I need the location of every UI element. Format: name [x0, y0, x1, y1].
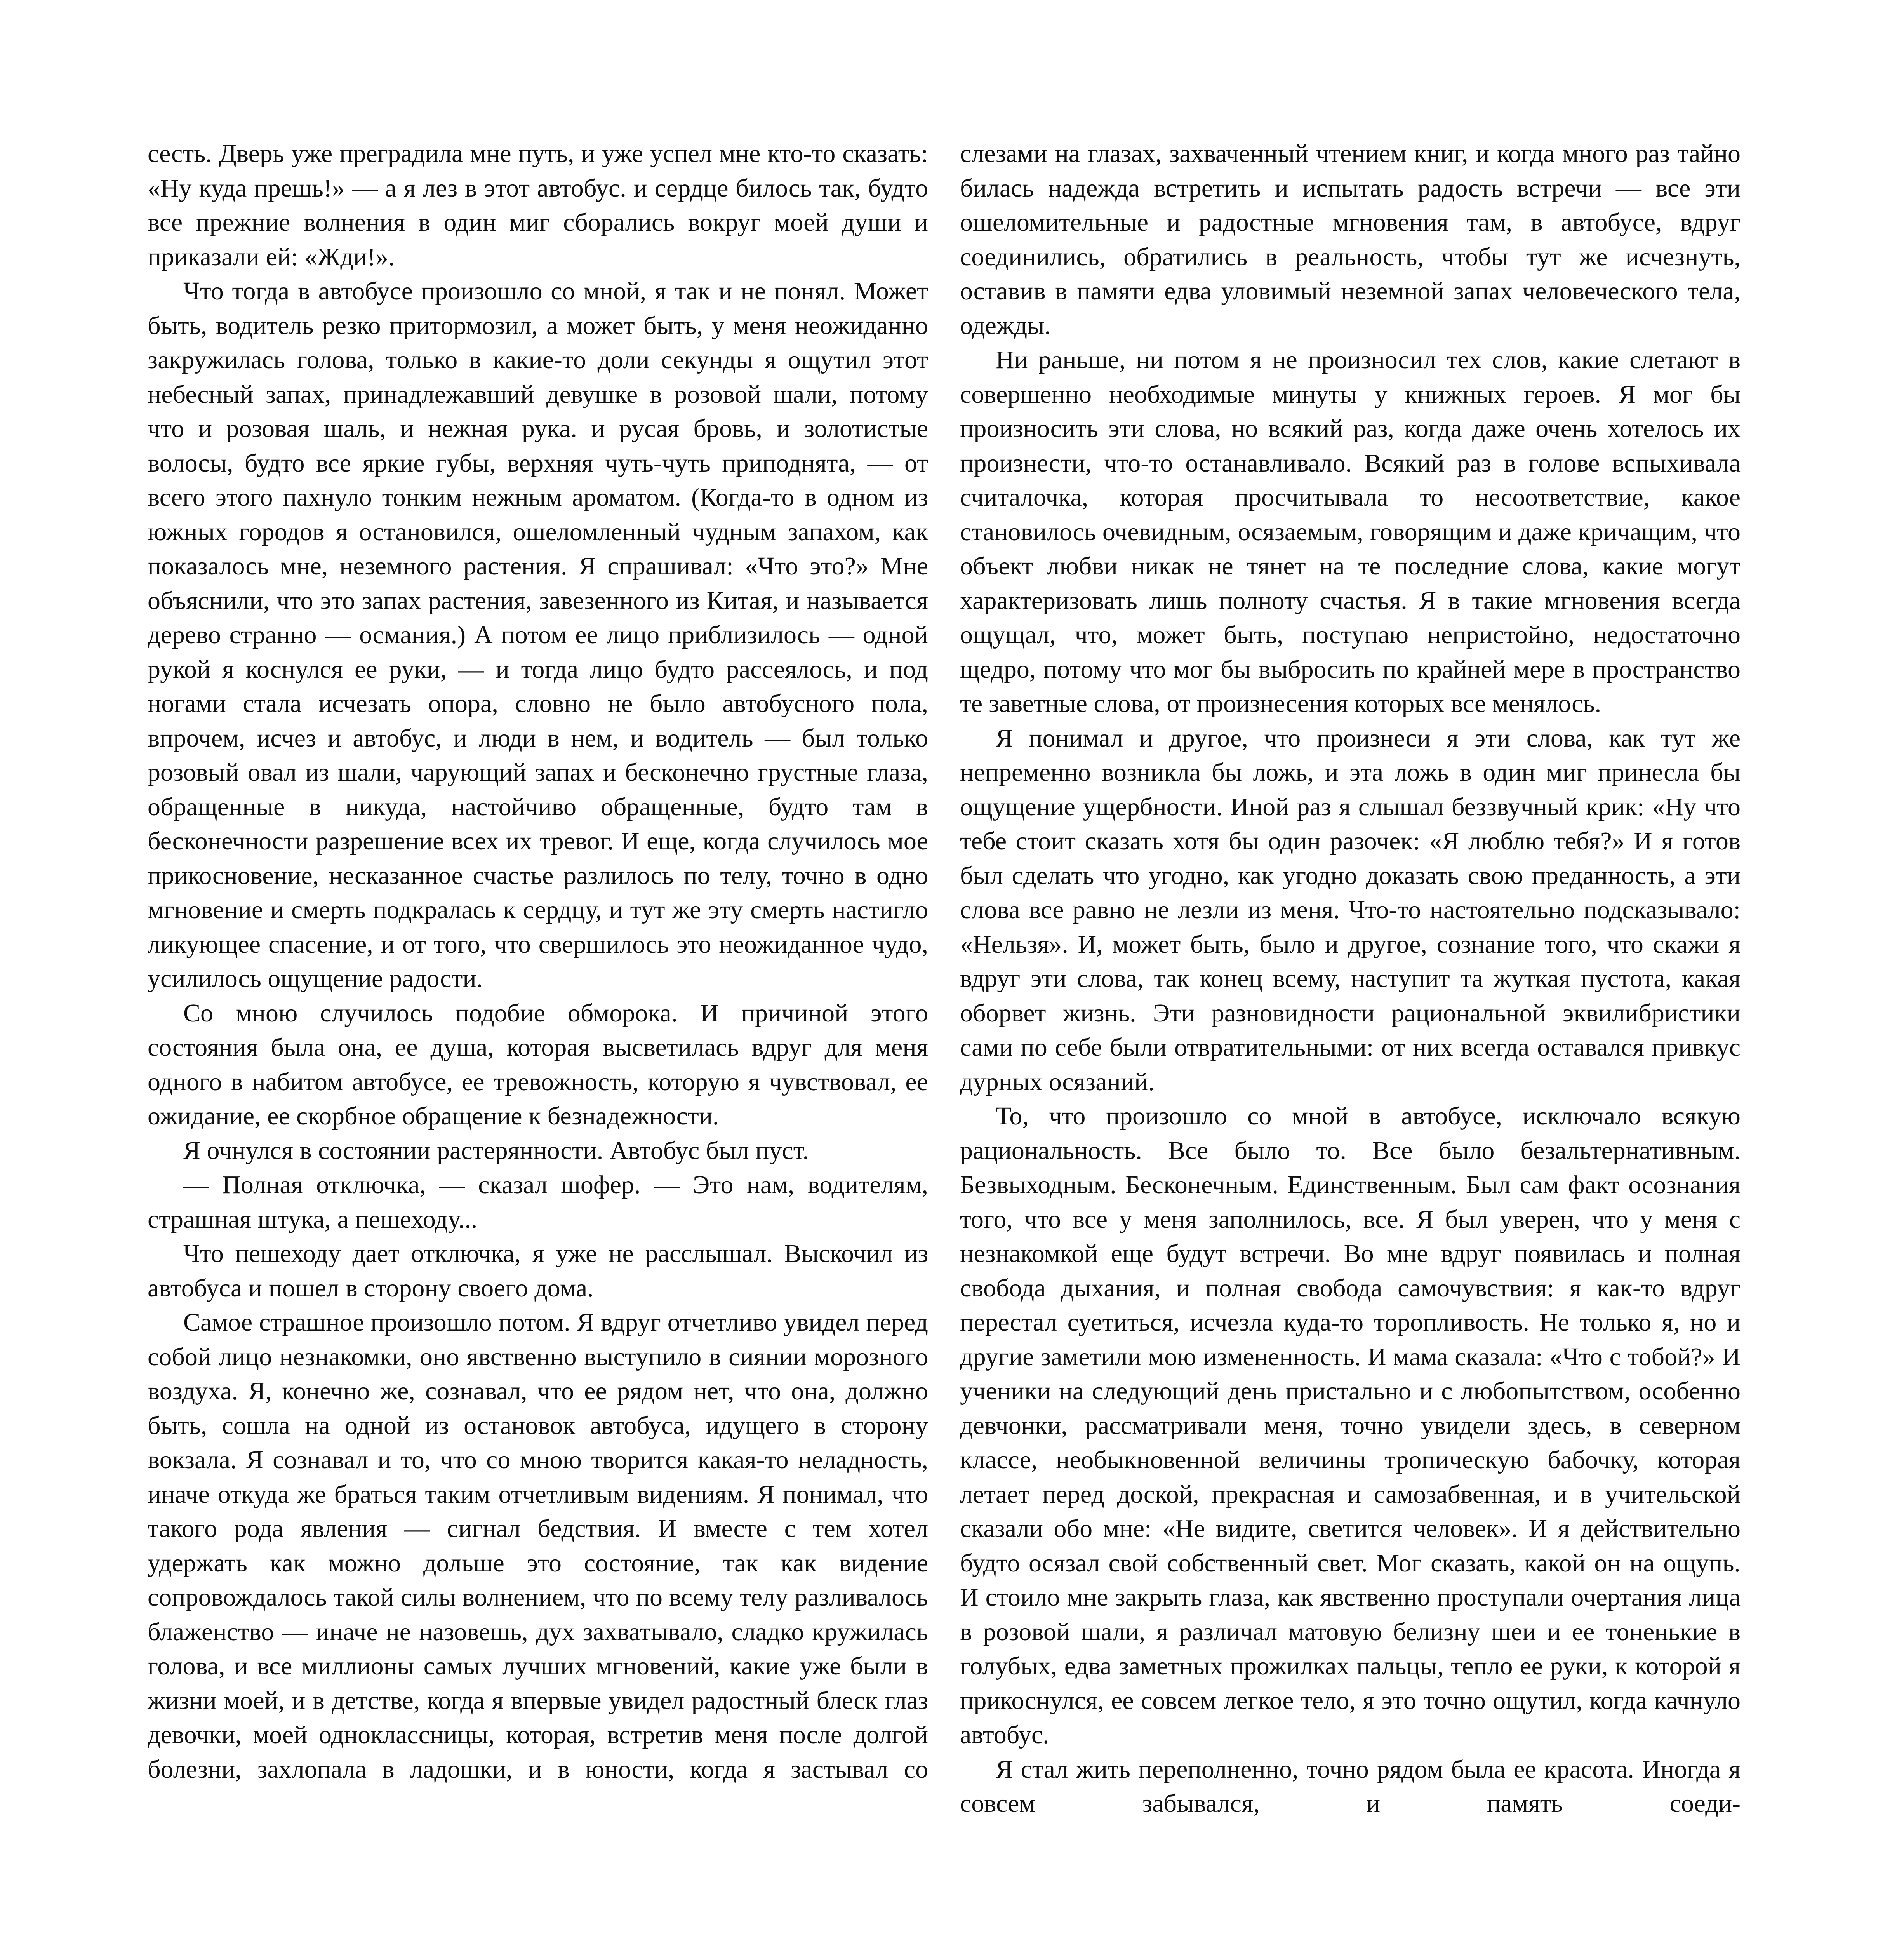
paragraph: слезами на глазах, захваченный чтением книг, и когда много раз тайно билась надежда встретить и испытать радость встречи — все эти ошеломительные и радостные мгновения там, в автобусе, вдруг соединились, обратились в реальность, чтобы тут же исчезнуть, оставив в памяти едва уловимый неземной запах человеческого тела, одежды. [960, 139, 1741, 340]
paragraph: Я понимал и другое, что произнеси я эти слова, как тут же непременно возникла бы ложь, и эта ложь в один миг принесла бы ощущение ущербности. Иной раз я слышал беззвучный крик: «Ну что тебе стоит сказать хотя бы один разочек: «Я люблю тебя?» И я готов был сделать что угодно, как угодно доказать свою преданность, а эти слова все равно не лезли из меня. Что-то настоятельно подсказывало: «Нельзя». И, может быть, было и другое, сознание того, что скажи я вдруг эти слова, так конец всему, наступит та жуткая пустота, какая оборвет жизнь. Эти разновидности рациональной эквилибристики сами по себе были отвратительными: от них всегда оставался привкус дурных осязаний. [960, 724, 1741, 1096]
paragraph: Что тогда в автобусе произошло со мной, я так и не понял. Может быть, водитель резко притормозил, а может быть, у меня неожиданно закружилась голова, только в какие-то доли секунды я ощутил этот небесный запах, принадлежавший девушке в розовой шали, потому что и розовая шаль, и нежная рука. и русая бровь, и золотистые волосы, будто все яркие губы, верхняя чуть-чуть приподнята, — от всего этого пахнуло тонким нежным ароматом. (Когда-то в одном из южных городов я остановился, ошеломленный чудным запахом, как показалось мне, неземного растения. Я спрашивал: «Что это?» Мне объяснили, что это запах растения, завезенного из Китая, и называется дерево странно — османия.) А потом ее лицо приблизилось — одной рукой я коснулся ее руки, — и тогда лицо будто рассеялось, и под ногами стала исчезать опора, словно не было автобусного пола, впрочем, исчез и автобус, и люди в нем, и водитель — был только розовый овал из шали, чарующий запах и бесконечно грустные глаза, обращенные в никуда, настойчиво обращенные, будто там в бесконечности разрешение всех их тревог. И еще, когда случилось мое прикосновение, несказанное счастье разлилось по телу, точно в одно мгновение и смерть подкралась к сердцу, и тут же эту смерть настигло ликующее спасение, и от того, что свершилось это неожиданное чудо, усилилось ощущение радости. [148, 277, 928, 993]
paragraph: Со мною случилось подобие обморока. И причиной этого состояния была она, ее душа, которая высветилась вдруг для меня одного в набитом автобусе, ее тревожность, которую я чувствовал, ее ожидание, ее скорбное обращение к безнадежности. [148, 999, 928, 1130]
paragraph: сесть. Дверь уже преградила мне путь, и уже успел мне кто-то сказать: «Ну куда прешь!» — а я лез в этот автобус. и сердце билось так, будто все прежние волнения в один миг сборались вокруг моей души и приказали ей: «Жди!». [148, 139, 928, 271]
paragraph: Я стал жить переполненно, точно рядом была ее красота. Иногда я совсем забывался, и память соеди- [960, 1755, 1741, 1818]
paragraph: — Полная отключка, — сказал шофер. — Это нам, водителям, страшная штука, а пешеходу... [148, 1171, 928, 1234]
paragraph: Что пешеходу дает отключка, я уже не расслышал. Выскочил из автобуса и пошел в сторону своего дома. [148, 1239, 928, 1302]
left-column [148, 137, 928, 1787]
paragraph: Самое страшное произошло потом. Я вдруг отчетливо увидел перед собой лицо незнакомки, оно явственно выступило в сиянии морозного воздуха. Я, конечно же, сознавал, что ее рядом нет, что она, должно быть, сошла на одной из остановок автобуса, идущего в сторону вокзала. Я сознавал и то, что со мною творится какая-то неладность, иначе откуда же браться таким отчетливым видениям. Я понимал, что такого рода явления — сигнал бедствия. И вместе с тем хотел удержать как можно дольше это состояние, так как видение сопровождалось такой силы волнением, что по всему телу разливалось блаженство — иначе не назовешь, дух захватывало, сладко кружилась голова, и все миллионы самых лучших мгновений, какие уже были в жизни моей, и в детстве, когда я впервые увидел радостный блеск глаз девочки, моей одноклассницы, которая, встретив меня после долгой болезни, захлопала в ладошки, и в юности, когда я застывал со [148, 1308, 928, 1784]
paragraph: Ни раньше, ни потом я не произносил тех слов, какие слетают в совершенно необходимые минуты у книжных героев. Я мог бы произносить эти слова, но всякий раз, когда даже очень хотелось их произнести, что-то останавливало. Всякий раз в голове вспыхивала считалочка, которая просчитывала то несоответствие, какое становилось очевидным, осязаемым, говорящим и даже кричащим, что объект любви никак не тянет на те последние слова, какие могут характеризовать лишь полноту счастья. Я в такие мгновения всегда ощущал, что, может быть, поступаю непристойно, недостаточно щедро, потому что мог бы выбросить по крайней мере в пространство те заветные слова, от произнесения которых все менялось. [960, 346, 1741, 718]
paragraph: Я очнулся в состоянии растерянности. Автобус был пуст. [183, 1136, 809, 1165]
right-column [960, 137, 1741, 1821]
paragraph: То, что произошло со мной в автобусе, исключало всякую рациональность. Все было то. Все было безальтернативным. Безвыходным. Бесконечным. Единственным. Был сам факт осознания того, что все у меня заполнилось, все. Я был уверен, что у меня с незнакомкой еще будут встречи. Во мне вдруг появилась и полная свобода дыхания, и полная свобода самочувствия: я как-то вдруг перестал суетиться, исчезла куда-то торопливость. Не только я, но и другие заметили мою измененность. И мама сказала: «Что с тобой?» И ученики на следующий день пристально и с любопытством, особенно девчонки, рассматривали меня, точно увидели здесь, в северном классе, необыкновенной величины тропическую бабочку, которая летает перед доской, прекрасная и самозабвенная, и в учительской сказали обо мне: «Не видите, светится человек». И я действительно будто осязал свой собственный свет. Мог сказать, какой он на ощупь. И стоило мне закрыть глаза, как явственно проступали очертания лица в розовой шали, я различал матовую белизну шеи и ее тоненькие в голубых, едва заметных прожилках пальцы, тепло ее руки, к которой я прикоснулся, ее совсем легкое тело, я это точно ощутил, когда качнуло автобус. [960, 1102, 1741, 1749]
